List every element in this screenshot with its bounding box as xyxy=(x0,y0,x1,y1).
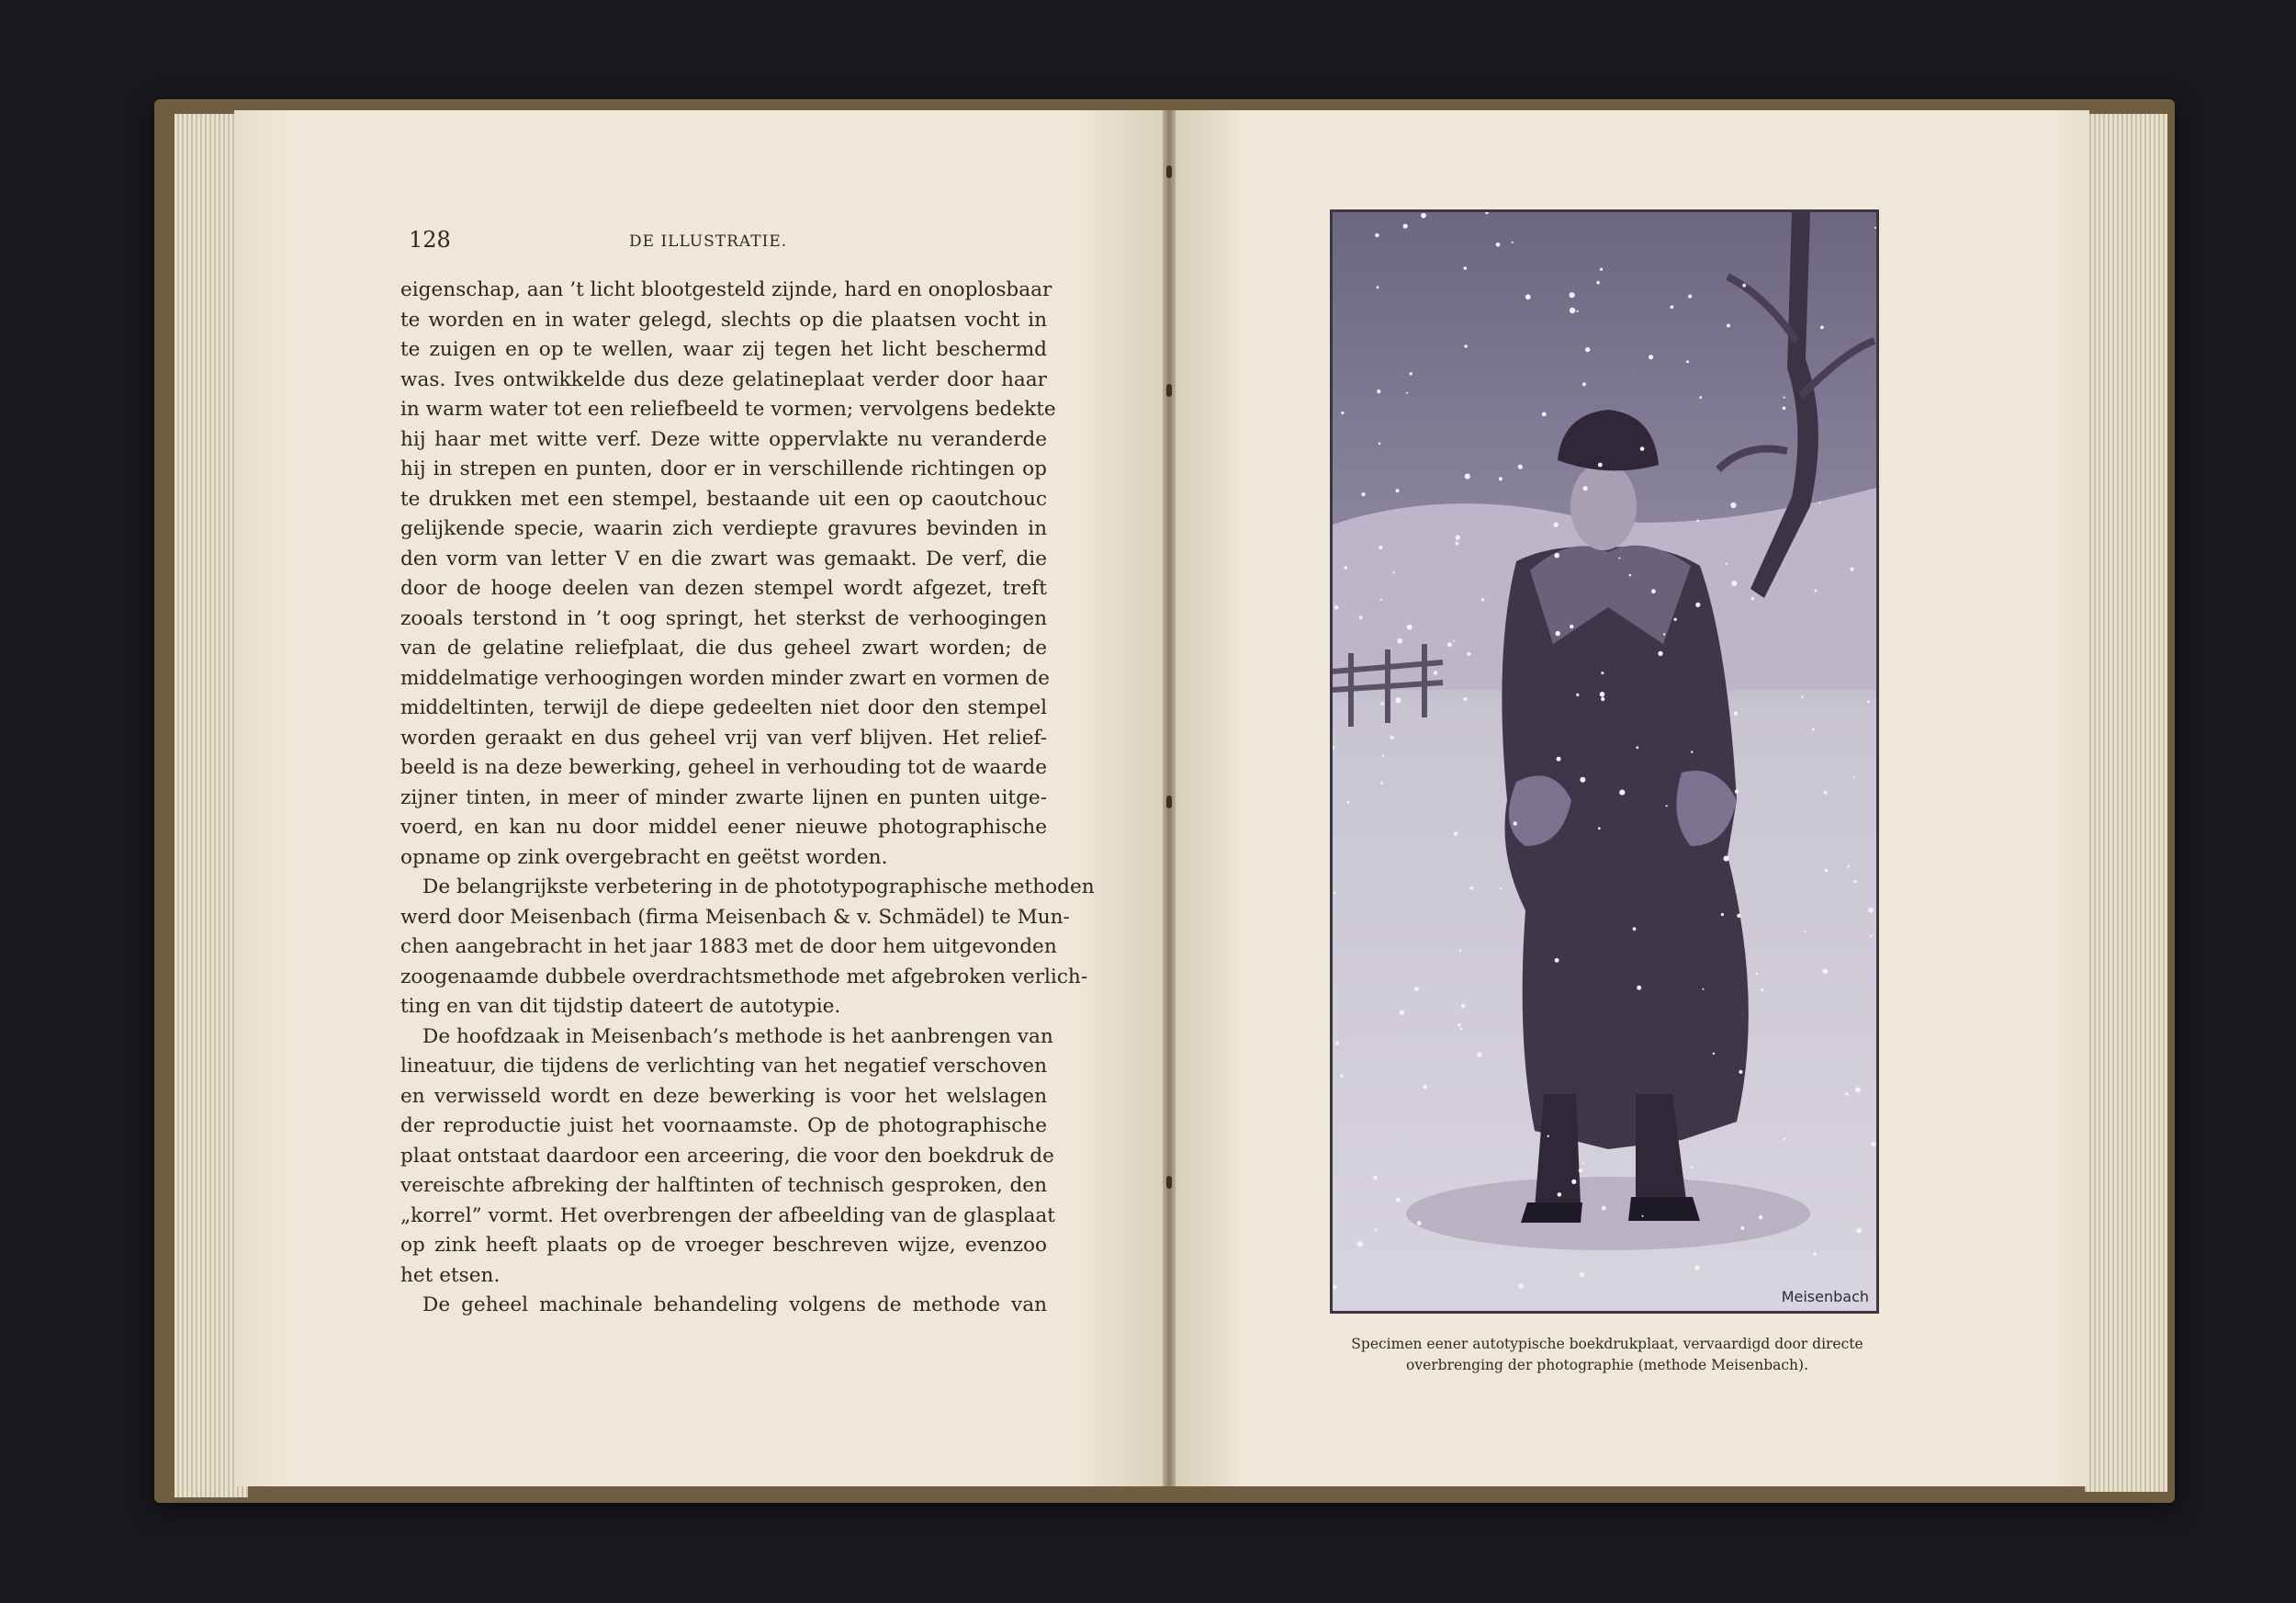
text-line: op zink heeft plaats op de vroeger beschreven wijze, evenzoo xyxy=(400,1234,1047,1257)
snowflake xyxy=(1395,697,1401,703)
text-line: plaat ontstaat daardoor een arceering, die voor den boekdruk de xyxy=(400,1144,1054,1168)
snowflake xyxy=(1694,1265,1700,1270)
snowflake xyxy=(1671,305,1674,309)
snowflake xyxy=(1396,1198,1401,1202)
snowflake xyxy=(1651,589,1656,593)
snowflake xyxy=(1453,639,1455,641)
snowflake xyxy=(1579,1168,1583,1173)
snowflake xyxy=(1335,1042,1339,1045)
snowflake xyxy=(1345,566,1348,570)
snowflake xyxy=(1867,701,1870,704)
snowflake xyxy=(1347,801,1350,804)
snowflake xyxy=(1403,224,1408,229)
text-line: worden geraakt en dus geheel vrij van verf blijven. Het relief- xyxy=(400,726,1047,750)
snowflake xyxy=(1554,523,1559,527)
text-line: De hoofdzaak in Meisenbach’s methode is het aanbrengen van xyxy=(422,1024,1053,1048)
snowflake xyxy=(1393,571,1395,573)
snowflake xyxy=(1618,558,1620,559)
snowflake xyxy=(1340,1074,1344,1078)
snowflake xyxy=(1581,1162,1583,1164)
snowflake xyxy=(1598,827,1601,830)
text-line: te worden en in water gelegd, slechts op die plaatsen vocht in xyxy=(400,308,1047,332)
text-line: De belangrijkste verbetering in de phototypographische methoden xyxy=(422,875,1095,898)
snowflake xyxy=(1373,1176,1378,1180)
snowflake xyxy=(1699,396,1702,399)
snowflake xyxy=(1459,949,1462,952)
body-text xyxy=(400,276,1095,1321)
snowflake xyxy=(1739,1070,1742,1074)
text-line: lineatuur, die tijdens de verlichting van het negatief verschoven xyxy=(400,1055,1047,1078)
figure-coat xyxy=(1502,547,1748,1149)
snowflake xyxy=(1727,324,1730,328)
snowflake xyxy=(1518,465,1523,469)
snowflake xyxy=(1465,344,1468,347)
snowflake xyxy=(1851,568,1854,571)
snowflake xyxy=(1458,1023,1460,1026)
snowflake xyxy=(1577,310,1579,312)
snowflake xyxy=(1713,1053,1715,1055)
text-line: zooals terstond in ’t oog springt, het sterkst de verhoogingen xyxy=(400,606,1047,630)
snowflake xyxy=(1477,1052,1482,1057)
snowflake xyxy=(1570,625,1573,628)
snowflake xyxy=(1460,1027,1463,1030)
snowflake xyxy=(1688,295,1692,299)
snowflake xyxy=(1814,590,1817,593)
snowflake xyxy=(1558,1192,1562,1197)
snowflake xyxy=(1598,463,1603,468)
text-line: van de gelatine reliefplaat, die dus geheel zwart worden; de xyxy=(400,637,1047,660)
snowflake xyxy=(1464,266,1468,270)
snowflake xyxy=(1695,603,1700,607)
snowflake xyxy=(1640,446,1645,451)
text-line: middeltinten, terwijl de diepe gedeelten niet door den stempel xyxy=(400,696,1047,719)
ground-shadow xyxy=(1406,1177,1810,1250)
snowflake xyxy=(1601,697,1604,701)
snowflake xyxy=(1691,751,1693,752)
text-line: was. Ives ontwikkelde dus deze gelatineplaat verder door haar xyxy=(400,367,1047,391)
snowflake xyxy=(1481,598,1484,601)
snowflake xyxy=(1761,988,1763,991)
snowflake xyxy=(1751,597,1755,601)
snowflake xyxy=(1666,805,1668,807)
snowflake xyxy=(1596,281,1600,285)
snowflake xyxy=(1500,887,1502,889)
snowflake xyxy=(1870,935,1873,938)
snowflake xyxy=(1334,892,1335,894)
snowflake xyxy=(1359,615,1363,619)
snowflake xyxy=(1734,711,1738,715)
snowflake xyxy=(1658,651,1662,656)
snowflake xyxy=(1726,563,1728,565)
snowflake xyxy=(1414,987,1419,991)
snowflake xyxy=(1456,535,1460,539)
snowflake xyxy=(1357,1241,1363,1247)
snowflake xyxy=(1496,243,1501,247)
snowflake xyxy=(1380,782,1383,785)
snowflake xyxy=(1642,1215,1644,1217)
snowflake xyxy=(1582,382,1586,386)
snowflake xyxy=(1724,856,1729,862)
caption-line: Specimen eener autotypische boekdrukplaat, vervaardigd door directe xyxy=(1351,1336,1863,1352)
snowflake xyxy=(1649,355,1653,359)
snowflake xyxy=(1721,913,1724,916)
figure-face xyxy=(1570,462,1637,550)
snowflake xyxy=(1847,865,1850,868)
snowflake xyxy=(1601,672,1604,674)
snowflake xyxy=(1871,1142,1875,1146)
snowflake xyxy=(1868,908,1874,913)
snowflake xyxy=(1514,821,1517,825)
text-line: hij haar met witte verf. Deze witte oppervlakte nu veranderde xyxy=(400,427,1047,451)
snowflake xyxy=(1512,242,1514,243)
snowflake xyxy=(1759,1215,1762,1219)
snowflake xyxy=(1375,233,1379,237)
caption-line: overbrenging der photographie (methode Meisenbach). xyxy=(1405,1357,1809,1373)
snowflake xyxy=(1663,633,1665,635)
binding-stitch xyxy=(1166,165,1172,178)
text-line: ting en van dit tijdstip dateert de autotypie. xyxy=(400,995,841,1018)
page-number: 128 xyxy=(409,227,451,253)
snowflake xyxy=(1465,474,1470,480)
text-line: werd door Meisenbach (firma Meisenbach & v. Schmädel) te Mun- xyxy=(400,905,1070,929)
snowflake xyxy=(1434,671,1437,674)
snowflake xyxy=(1731,581,1737,586)
snowflake xyxy=(1853,776,1855,778)
snowflake xyxy=(1379,546,1382,549)
snowflake xyxy=(1619,790,1625,796)
snowflake xyxy=(1820,326,1824,330)
snowflake xyxy=(1461,1004,1466,1009)
snowflake xyxy=(1525,294,1531,299)
snowflake xyxy=(1576,694,1579,696)
running-head xyxy=(409,227,1052,256)
snowflake xyxy=(1686,360,1689,363)
snowflake xyxy=(1410,372,1412,375)
snowflake xyxy=(1783,407,1786,411)
snowflake xyxy=(1555,958,1559,963)
text-line: door de hooge deelen van dezen stempel wordt afgezet, treft xyxy=(400,577,1047,600)
snowflake xyxy=(1333,1285,1337,1290)
snowflake xyxy=(1633,927,1637,931)
binding-stitch xyxy=(1166,796,1172,808)
snowflake xyxy=(1674,618,1677,621)
text-line: beeld is na deze bewerking, geheel in verhouding tot de waarde xyxy=(400,756,1047,779)
snowflake xyxy=(1600,692,1605,697)
snowflake xyxy=(1696,520,1699,523)
snowflake xyxy=(1467,652,1470,656)
snowflake xyxy=(1390,736,1394,739)
snowflake xyxy=(1557,757,1561,762)
text-line: gelijkende specie, waarin zich verdiepte gravures bevinden in xyxy=(400,517,1047,540)
snowflake xyxy=(1742,284,1746,288)
snowflake xyxy=(1784,397,1785,399)
text-line: zijner tinten, in meer of minder zwarte lijnen en punten uitge- xyxy=(400,785,1047,809)
snowflake xyxy=(1542,412,1547,417)
snowflake xyxy=(1377,389,1380,393)
running-head-title: DE ILLUSTRATIE. xyxy=(629,232,788,251)
halftone-plate xyxy=(1330,209,1879,1314)
text-line: opname op zink overgebracht en geëtst worden. xyxy=(400,845,888,869)
snowflake xyxy=(1730,502,1736,508)
snowflake xyxy=(1570,292,1575,298)
snowflake xyxy=(1703,988,1705,990)
snowflake xyxy=(1362,492,1366,496)
snowflake xyxy=(1379,443,1381,446)
snowflake xyxy=(1804,931,1806,932)
snowflake xyxy=(1407,625,1412,630)
snowflake xyxy=(1819,502,1821,503)
snowflake xyxy=(1447,642,1452,647)
snowflake xyxy=(1856,1228,1862,1234)
snowflake xyxy=(1583,486,1588,491)
snowflake xyxy=(1399,1010,1404,1015)
text-line: der reproductie juist het voornaamste. Op de photographische xyxy=(400,1114,1047,1137)
snowflake xyxy=(1463,697,1467,701)
text-line: en verwisseld wordt en deze bewerking is voor het welslagen xyxy=(400,1084,1047,1108)
snowflake xyxy=(1571,1180,1576,1184)
text-line: in warm water tot een reliefbeeld te vormen; vervolgens bedekte xyxy=(400,398,1056,421)
snowflake xyxy=(1396,489,1400,492)
binding-stitch xyxy=(1166,384,1172,397)
snowflake xyxy=(1740,1226,1744,1230)
snowflake xyxy=(1456,542,1459,546)
snowflake xyxy=(1801,696,1803,698)
snowflake xyxy=(1824,791,1828,795)
snowflake xyxy=(1570,308,1575,313)
snowflake xyxy=(1735,789,1739,793)
text-line: chen aangebracht in het jaar 1883 met de door hem uitgevonden xyxy=(400,935,1057,958)
snowflake xyxy=(1548,1135,1549,1137)
text-line: hij in strepen en punten, door er in verschillende richtingen op xyxy=(400,457,1047,480)
snowflake xyxy=(1580,777,1585,783)
snowflake xyxy=(1519,1283,1525,1289)
page-edges-right xyxy=(2085,114,2167,1492)
snowflake xyxy=(1398,638,1403,644)
snowflake xyxy=(1755,973,1758,976)
snowflake xyxy=(1822,968,1828,974)
snowflake xyxy=(1341,412,1344,414)
snowflake xyxy=(1382,755,1384,757)
snowflake xyxy=(1580,1272,1585,1278)
text-line: middelmatige verhoogingen worden minder zwart en vormen de xyxy=(400,666,1050,690)
text-line: voerd, en kan nu door middel eener nieuwe photographische xyxy=(400,816,1047,839)
snowflake xyxy=(1585,347,1590,352)
snowflake xyxy=(1855,1087,1861,1092)
snowflake xyxy=(1629,574,1632,577)
snowflake xyxy=(1421,213,1426,219)
snowflake xyxy=(1825,869,1829,873)
snowflake xyxy=(1600,268,1603,271)
snowflake xyxy=(1334,605,1339,610)
fence xyxy=(1333,644,1443,727)
snowflake xyxy=(1380,599,1382,601)
snowflake xyxy=(1377,286,1379,288)
text-line: zoogenaamde dubbele overdrachtsmethode met afgebroken verlich- xyxy=(400,965,1088,988)
snowflake xyxy=(1454,831,1458,836)
text-line: De geheel machinale behandeling volgens de methode van xyxy=(422,1293,1047,1316)
snowflake xyxy=(1499,477,1503,480)
text-line: eigenschap, aan ’t licht blootgesteld zijnde, hard en onoplosbaar xyxy=(400,278,1052,301)
snowflake xyxy=(1554,553,1559,559)
snowflake xyxy=(1854,880,1857,883)
snowflake xyxy=(1380,702,1384,706)
text-line: te zuigen en op te wellen, waar zij tegen het licht beschermd xyxy=(400,338,1047,361)
snowflake xyxy=(1812,728,1815,731)
snowflake xyxy=(1602,1206,1606,1211)
snowflake xyxy=(1813,1252,1817,1256)
snowflake xyxy=(1406,392,1408,394)
snowflake xyxy=(1690,1167,1693,1169)
snowflake xyxy=(1737,914,1740,918)
snowflake xyxy=(1423,1085,1427,1089)
text-line: het etsen. xyxy=(400,1263,501,1287)
plate-signature: Meisenbach xyxy=(1781,1288,1869,1305)
binding-stitch xyxy=(1166,1176,1172,1189)
snowflake xyxy=(1417,1221,1422,1225)
text-line: „korrel” vormt. Het overbrengen der afbeelding van de glasplaat xyxy=(400,1203,1055,1227)
snowflake xyxy=(1845,1092,1849,1096)
halftone-plate-image xyxy=(1333,212,1876,1311)
text-line: den vorm van letter V en die zwart was gemaakt. De verf, die xyxy=(400,547,1047,570)
snowflake xyxy=(1375,1228,1378,1231)
plate-caption xyxy=(1322,1334,1892,1376)
text-line: vereischte afbreking der halftinten of technisch gesproken, den xyxy=(400,1174,1047,1197)
snowflake xyxy=(1469,886,1473,890)
snowflake xyxy=(1636,746,1638,749)
snowflake xyxy=(1784,1137,1786,1140)
snowflake xyxy=(1637,986,1641,990)
text-line: te drukken met een stempel, bestaande uit een op caoutchouc xyxy=(400,487,1047,511)
snowflake xyxy=(1556,631,1560,636)
